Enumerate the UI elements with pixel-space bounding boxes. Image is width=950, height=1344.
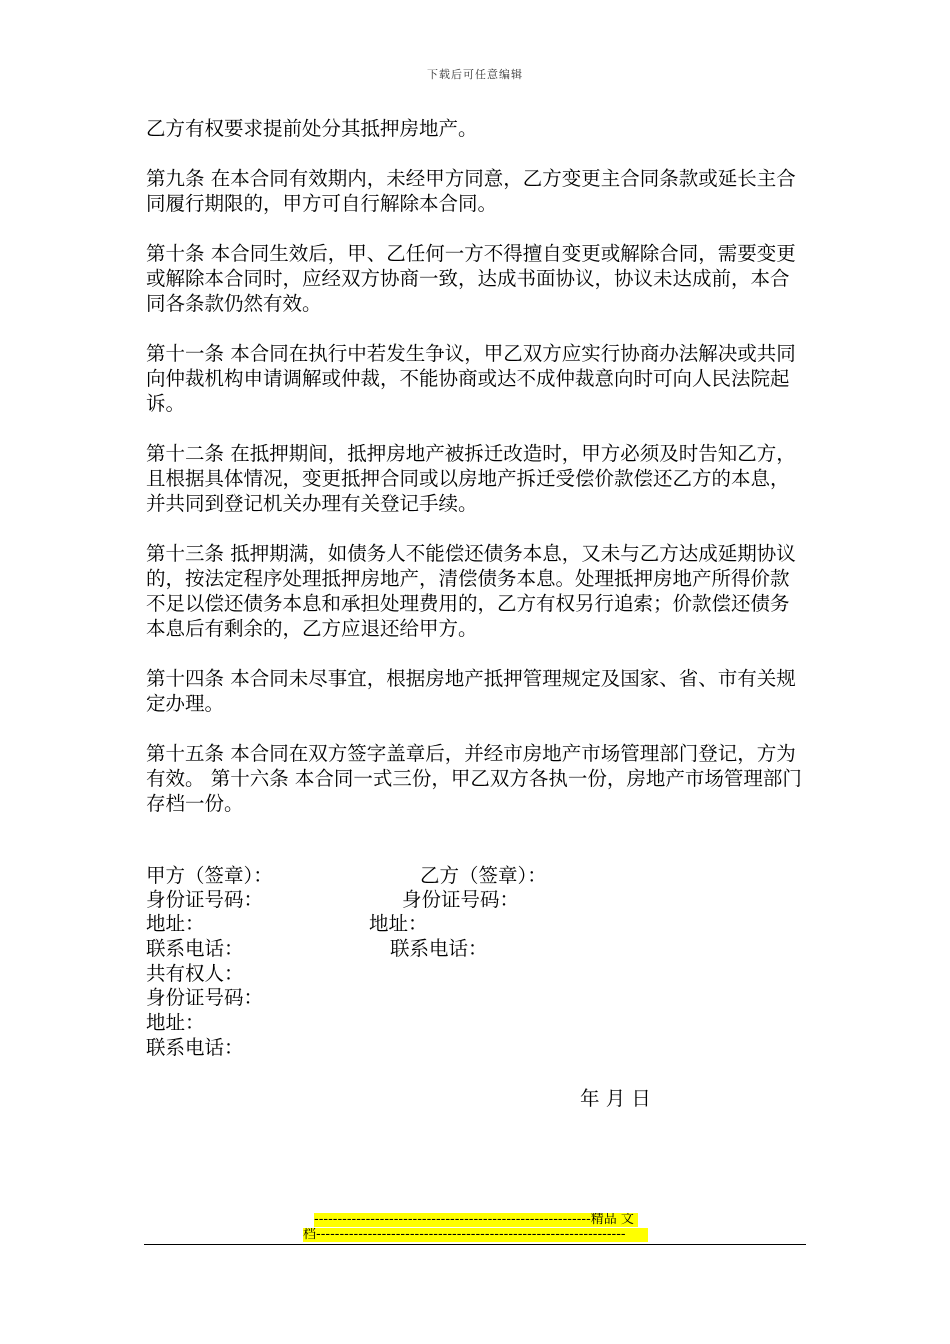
article-15-16: 第十五条 本合同在双方签字盖章后，并经市房地产市场管理部门登记，方为有效。 第十六条 本合同一式三份，甲乙双方各执一份，房地产市场管理部门存档一份。 (146, 742, 802, 815)
co-owner-phone-label: 联系电话： (146, 1036, 244, 1059)
paragraph-continuation: 乙方有权要求提前处分其抵押房地产。 (146, 117, 478, 140)
party-a-signature-label: 甲方（签章）： (146, 864, 273, 887)
article-10: 第十条 本合同生效后，甲、乙任何一方不得擅自变更或解除合同，需要变更或解除本合同时，应经双方协商一致，达成书面协议，协议未达成前，本合同各条款仍然有效。 (146, 242, 796, 315)
article-9: 第九条 在本合同有效期内，未经甲方同意，乙方变更主合同条款或延长主合同履行期限的，甲方可自行解除本合同。 (146, 167, 796, 215)
party-a-phone-label: 联系电话： (146, 937, 244, 960)
article-11: 第十一条 本合同在执行中若发生争议，甲乙双方应实行协商办法解决或共同向仲裁机构申请调解或仲裁，不能协商或达不成仲裁意向时可向人民法院起诉。 (146, 342, 796, 415)
article-12: 第十二条 在抵押期间，抵押房地产被拆迁改造时，甲方必须及时告知乙方，且根据具体情况，变更抵押合同或以房地产拆迁受偿价款偿还乙方的本息，并共同到登记机关办理有关登记手续。 (146, 442, 796, 515)
co-owner-label: 共有权人： (146, 962, 244, 985)
co-owner-id-label: 身份证号码： (146, 986, 264, 1009)
footer-divider (144, 1244, 806, 1245)
party-a-address-label: 地址： (146, 912, 205, 935)
party-a-id-label: 身份证号码： (146, 888, 264, 911)
party-b-id-label: 身份证号码： (402, 888, 520, 911)
co-owner-address-label: 地址： (146, 1011, 205, 1034)
article-14: 第十四条 本合同未尽事宜，根据房地产抵押管理规定及国家、省、市有关规定办理。 (146, 667, 796, 715)
date-line: 年 月 日 (580, 1087, 651, 1110)
footer-banner-line-1: -----------------------------------------------------------精品 文 (314, 1213, 638, 1227)
party-b-phone-label: 联系电话： (390, 937, 488, 960)
party-b-address-label: 地址： (369, 912, 428, 935)
party-b-signature-label: 乙方（签章）： (420, 864, 547, 887)
footer-banner-line-2: 档------------------------------------------------------------------ (303, 1228, 648, 1242)
page-header: 下载后可任意编辑 (427, 68, 523, 81)
contract-body (146, 116, 808, 841)
article-13: 第十三条 抵押期满，如债务人不能偿还债务本息，又未与乙方达成延期协议的，按法定程序处理抵押房地产，清偿债务本息。处理抵押房地产所得价款不足以偿还债务本息和承担处理费用的，乙方有权另行追索；价款偿还债务本息后有剩余的，乙方应退还给甲方。 (146, 542, 796, 640)
